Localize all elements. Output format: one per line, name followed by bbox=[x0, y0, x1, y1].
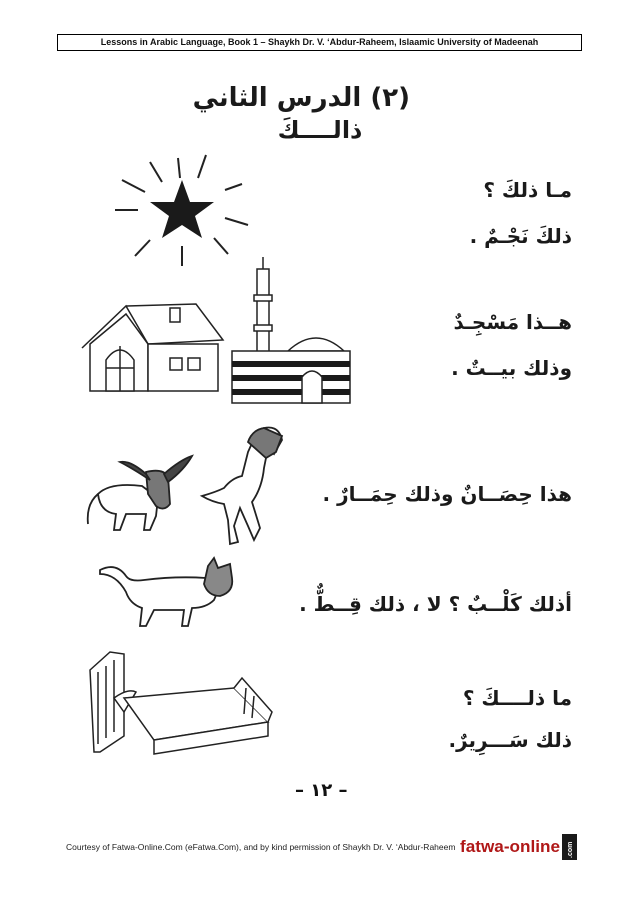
sentence-5: هذا حِصَــانٌ وذلك حِمَــارٌ . bbox=[322, 482, 572, 506]
page-footer: Courtesy of Fatwa-Online.Com (eFatwa.Com), and by kind permission of Shaykh Dr. V. ‘Abdur-Raheem bbox=[66, 842, 456, 852]
house-illustration bbox=[78, 296, 228, 396]
svg-text:.com: .com bbox=[567, 841, 574, 858]
cat-illustration bbox=[96, 556, 246, 636]
sentence-1: مـا ذلكَ ؟ bbox=[483, 178, 572, 202]
donkey-illustration bbox=[80, 446, 195, 536]
sentence-6: أذلك كَلْــبٌ ؟ لا ، ذلك قِــطٌّ . bbox=[299, 592, 572, 616]
page-header: Lessons in Arabic Language, Book 1 – Shaykh Dr. V. ‘Abdur-Raheem, Islaamic University of Madeenah bbox=[57, 34, 582, 51]
sentence-8: ذلك سَـــرِيرٌ. bbox=[448, 728, 572, 752]
star-illustration bbox=[110, 150, 255, 270]
lesson-subtitle: ذالــــكَ bbox=[277, 116, 363, 144]
sentence-4: وذلك بيــتٌ . bbox=[451, 356, 572, 380]
svg-text:fatwa-online: fatwa-online bbox=[460, 837, 560, 856]
sentence-3: هــذا مَسْجِـدٌ bbox=[453, 310, 572, 334]
horse-illustration bbox=[198, 418, 298, 550]
sentence-7: ما ذلــــكَ ؟ bbox=[462, 686, 572, 710]
fatwa-online-logo bbox=[459, 832, 579, 862]
page-number: – ١٢ – bbox=[295, 780, 348, 801]
mosque-illustration bbox=[226, 255, 354, 410]
sentence-2: ذلكَ نَجْـمٌ . bbox=[469, 224, 572, 248]
bed-illustration bbox=[84, 648, 274, 756]
lesson-title: (٢) الدرس الثاني bbox=[192, 83, 410, 113]
